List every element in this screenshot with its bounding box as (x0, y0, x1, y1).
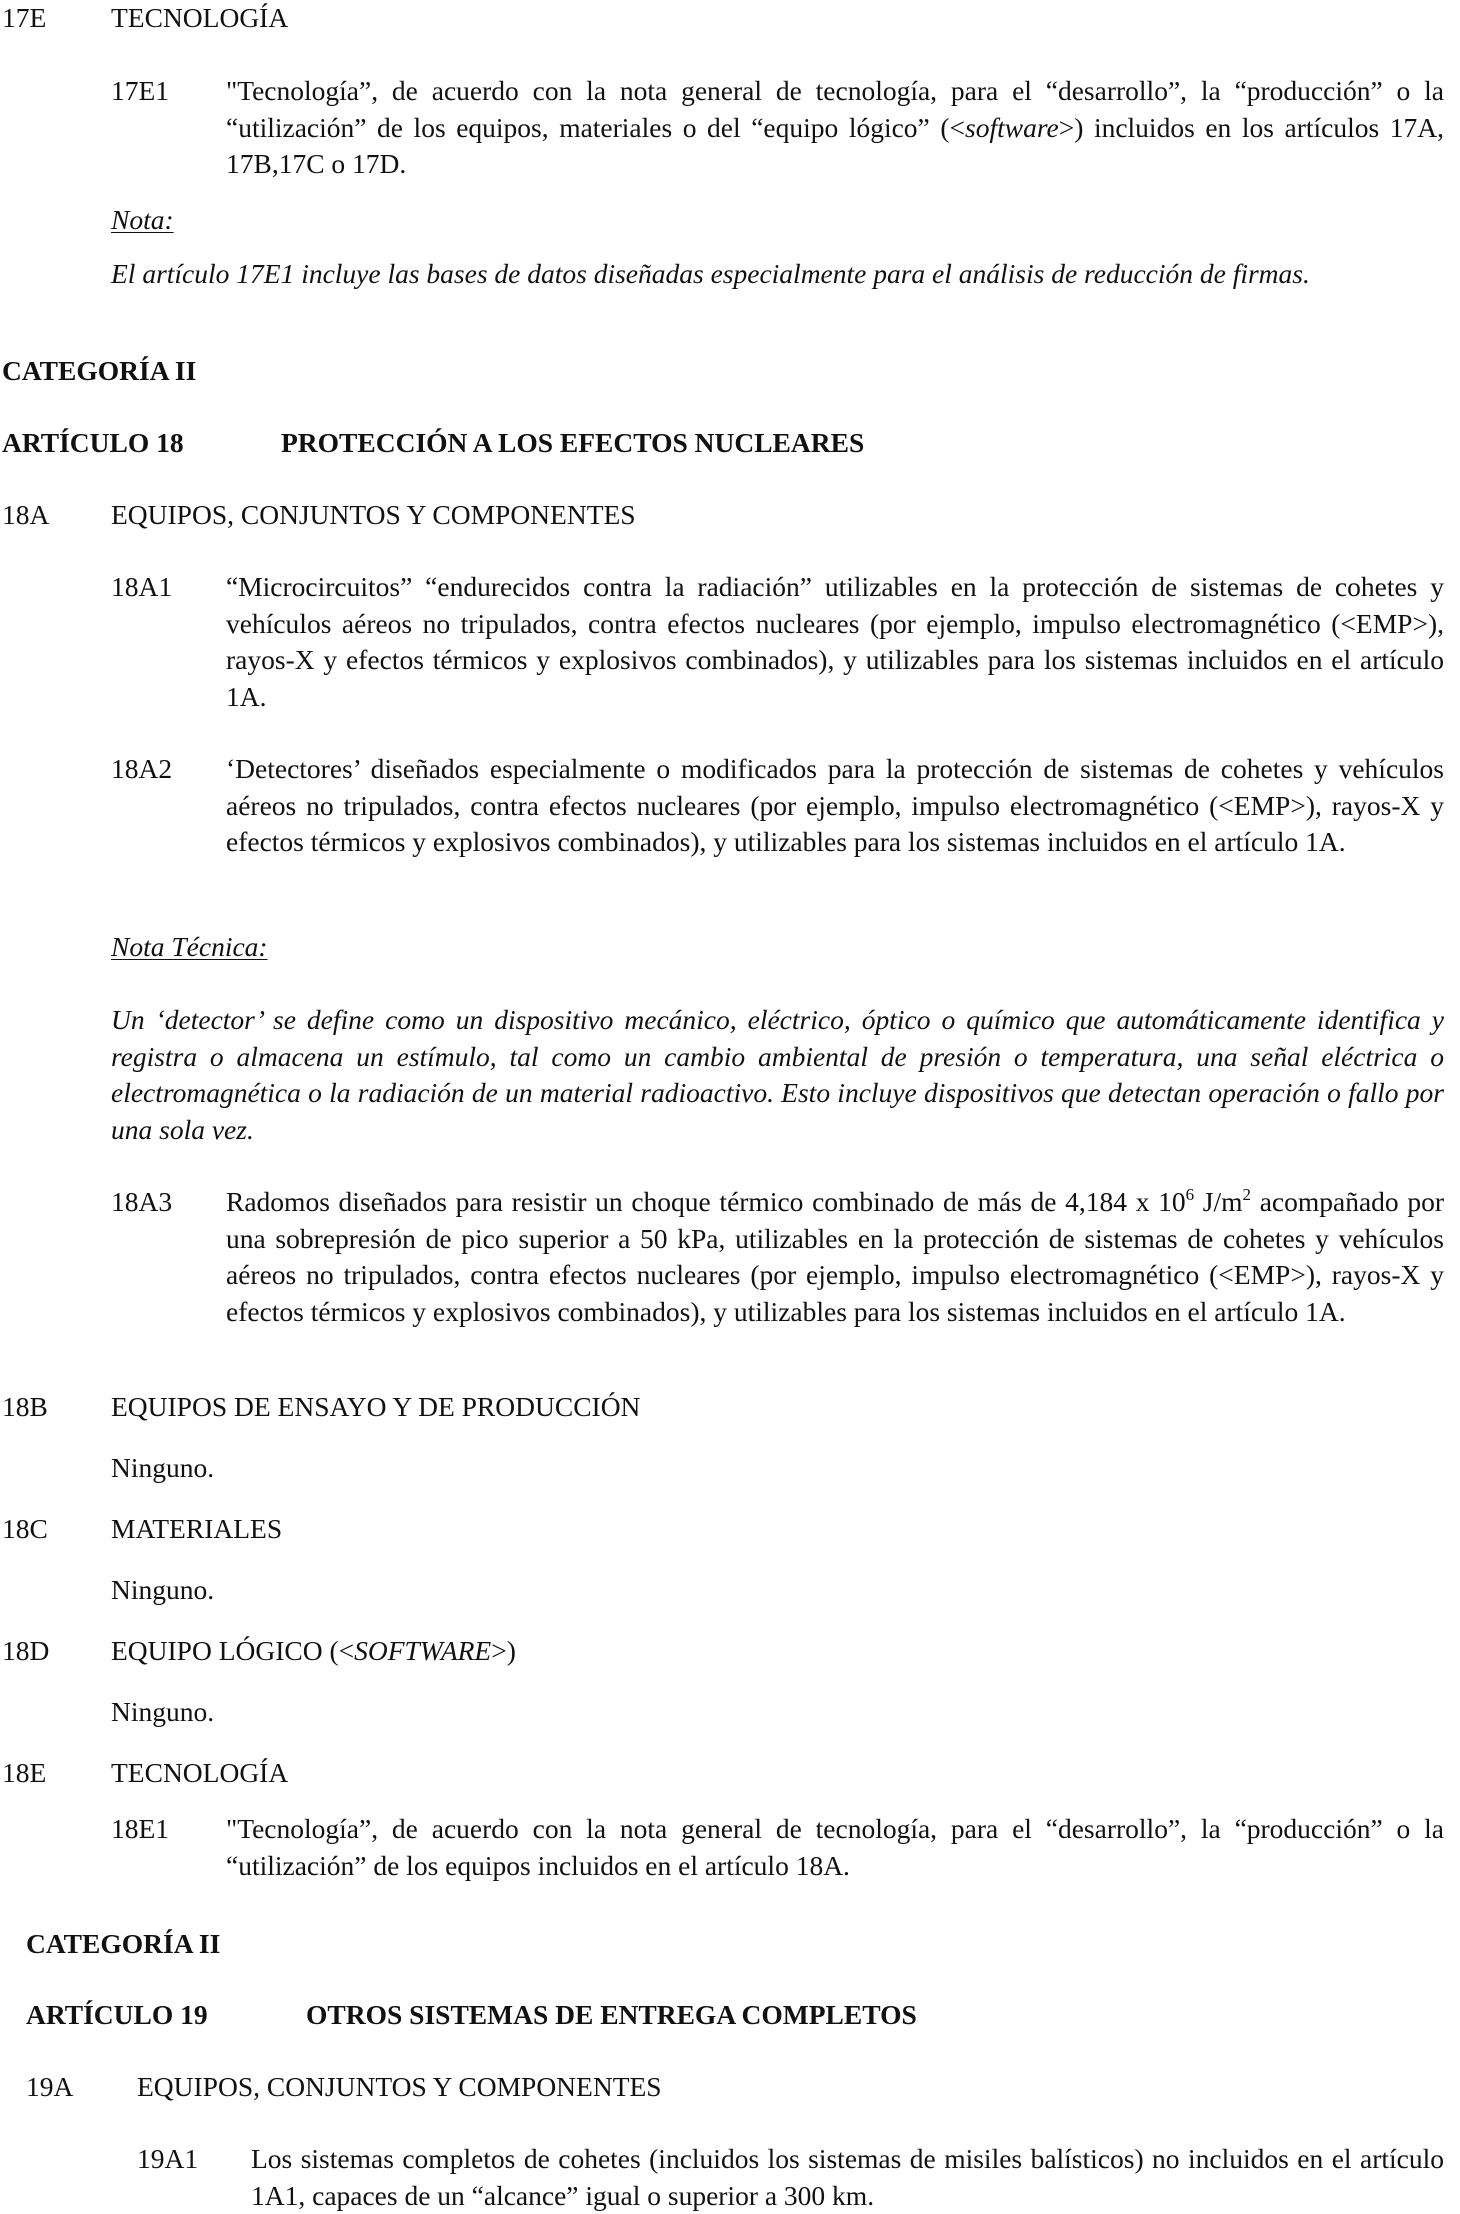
section-code-18E: 18E (2, 1757, 47, 1788)
technical-note-text: Un ‘detector’ se define como un dispositivo mecánico, eléctrico, óptico o químico que automáticamente identifica y registra o almacena un estímulo, tal como un cambio ambiental de presión o temperatura, una señal eléctrica o electromagnética o la radiación de un material radioactivo. Esto incluye dispositivos que detectan operación o fallo por una sola vez. (111, 1004, 1444, 1145)
section-code-18A: 18A (2, 499, 50, 530)
note-text-17E: El artículo 17E1 incluye las bases de datos diseñadas especialmente para el análisis de reducción de firmas. (111, 258, 1310, 289)
section-title-19A: EQUIPOS, CONJUNTOS Y COMPONENTES (137, 2071, 662, 2102)
article-label-18: ARTÍCULO 18 (2, 427, 184, 458)
item-code-18A1: 18A1 (111, 571, 173, 602)
section-code-17E: 17E (2, 2, 47, 33)
section-title-18A: EQUIPOS, CONJUNTOS Y COMPONENTES (111, 499, 636, 530)
item-text-19A1: Los sistemas completos de cohetes (incluidos los sistemas de misiles balísticos) no incluidos en el artículo 1A1, capaces de un “alcance” igual o superior a 300 km. (251, 2143, 1444, 2211)
category-heading-2: CATEGORÍA II (26, 1928, 221, 1959)
article-title-19: OTROS SISTEMAS DE ENTREGA COMPLETOS (306, 1999, 917, 2030)
item-text-18A2: ‘Detectores’ diseñados especialmente o modificados para la protección de sistemas de cohetes y vehículos aéreos no tripulados, contra efectos nucleares (por ejemplo, impulso electromagnético (<EMP>), rayos-X y efectos térmicos y explosivos combinados), y utilizables para los sistemas incluidos en el artículo 1A. (226, 753, 1444, 857)
section-body-18C: Ninguno. (111, 1574, 215, 1605)
section-code-18C: 18C (2, 1513, 48, 1544)
article-label-19: ARTÍCULO 19 (26, 1999, 208, 2030)
item-code-19A1: 19A1 (137, 2143, 199, 2174)
section-title-17E: TECNOLOGÍA (111, 2, 289, 33)
section-body-18D: Ninguno. (111, 1696, 215, 1727)
item-code-18A3: 18A3 (111, 1186, 173, 1217)
section-body-18B: Ninguno. (111, 1452, 215, 1483)
item-text-18E1: "Tecnología”, de acuerdo con la nota general de tecnología, para el “desarrollo”, la “producción” o la “utilización” de los equipos incluidos en el artículo 18A. (226, 1813, 1444, 1881)
item-code-18E1: 18E1 (111, 1813, 170, 1844)
item-code-18A2: 18A2 (111, 753, 173, 784)
item-text-17E1: "Tecnología”, de acuerdo con la nota general de tecnología, para el “desarrollo”, la “producción” o la “utilización” de los equipos, materiales o del “equipo lógico” (<software>) incluidos en los artículos 17A, 17B,17C o 17D. (226, 75, 1444, 179)
technical-note-label: Nota Técnica: (111, 931, 268, 962)
article-title-18: PROTECCIÓN A LOS EFECTOS NUCLEARES (281, 427, 865, 458)
item-code-17E1: 17E1 (111, 75, 170, 106)
section-code-18D: 18D (2, 1635, 50, 1666)
section-title-18D: EQUIPO LÓGICO (<SOFTWARE>) (111, 1635, 516, 1666)
section-code-18B: 18B (2, 1391, 48, 1422)
item-text-18A1: “Microcircuitos” “endurecidos contra la radiación” utilizables en la protección de sistemas de cohetes y vehículos aéreos no tripulados, contra efectos nucleares (por ejemplo, impulso electromagnético (<EMP>), rayos-X y efectos térmicos y explosivos combinados), y utilizables para los sistemas incluidos en el artículo 1A. (226, 571, 1444, 712)
note-label-17E: Nota: (111, 204, 174, 235)
section-title-18B: EQUIPOS DE ENSAYO Y DE PRODUCCIÓN (111, 1391, 641, 1422)
section-code-19A: 19A (26, 2071, 74, 2102)
section-title-18C: MATERIALES (111, 1513, 283, 1544)
section-title-18E: TECNOLOGÍA (111, 1757, 289, 1788)
item-text-18A3: Radomos diseñados para resistir un choque térmico combinado de más de 4,184 x $10^6$ $J/m^2$ acompañado por una sobrepresión de pico superior a 50 kPa, utilizables en la protección de sistemas de cohetes y vehículos aéreos no tripulados, contra efectos nucleares (por ejemplo, impulso electromagnético (<EMP>), rayos-X y efectos térmicos y explosivos combinados), y utilizables para los sistemas incluidos en el artículo 1A. (226, 1185, 1444, 1327)
category-heading: CATEGORÍA II (2, 355, 197, 386)
